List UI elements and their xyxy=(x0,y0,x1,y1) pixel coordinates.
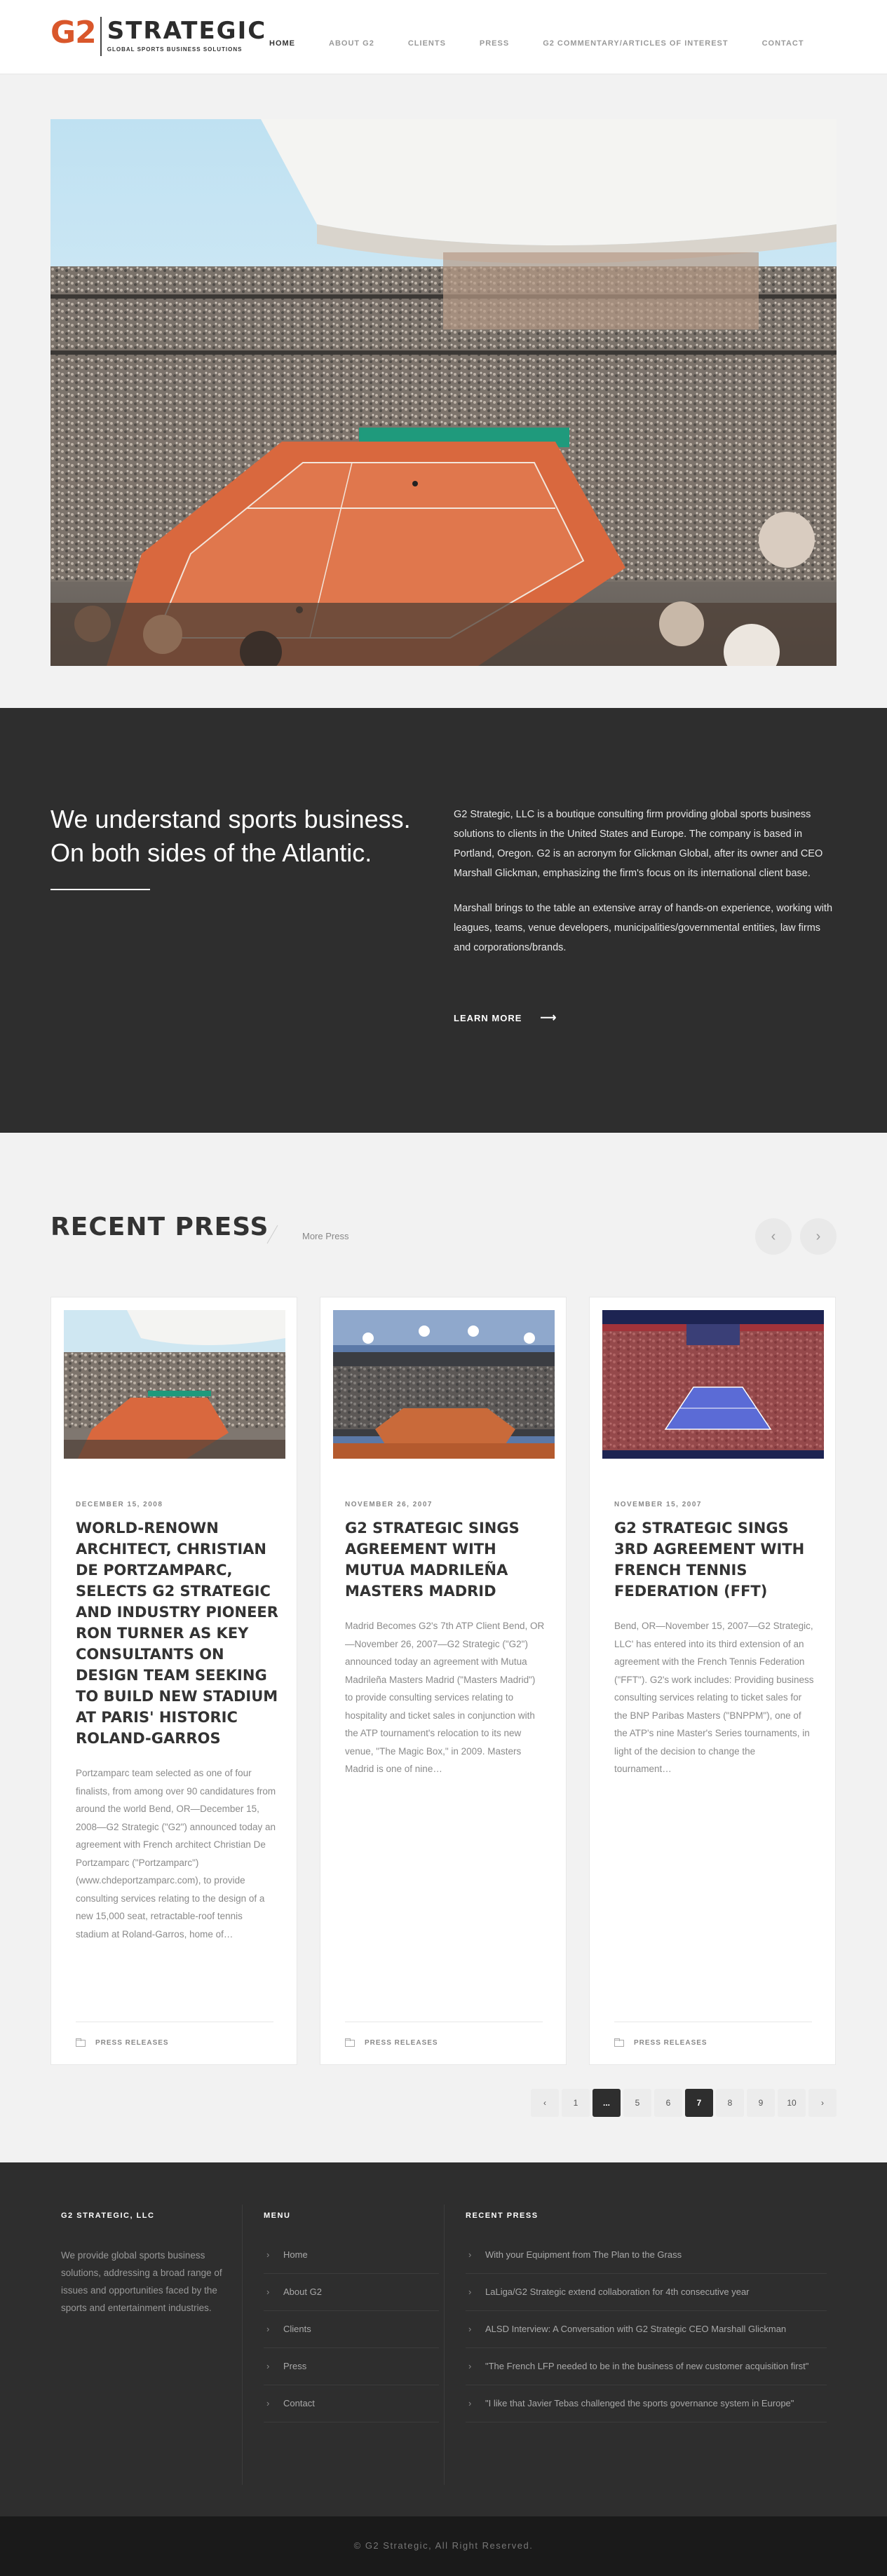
nav-contact[interactable]: CONTACT xyxy=(761,39,804,48)
page-8-button[interactable]: 8 xyxy=(716,2089,744,2117)
nav-home[interactable]: HOME xyxy=(269,39,295,48)
learn-more-label: LEARN MORE xyxy=(454,1012,522,1023)
learn-more-link[interactable] xyxy=(454,1011,557,1025)
logo-name: STRATEGIC xyxy=(107,17,267,45)
press-card[interactable] xyxy=(589,1297,836,2065)
about-paragraph-2: Marshall brings to the table an extensive array of hands-on experience, working with leagues, teams, venue developers, municipalities/governmental entities, law firms and corporations/brands. xyxy=(454,903,833,953)
page-10-button[interactable]: 10 xyxy=(778,2089,806,2117)
recent-press-heading: RECENT PRESS xyxy=(50,1213,269,1241)
footer-recent-item[interactable] xyxy=(466,2311,827,2348)
copyright-text: © G2 Strategic, All Right Reserved. xyxy=(353,2540,534,2551)
about-divider xyxy=(50,889,150,890)
chevron-right-icon: › xyxy=(266,2361,270,2371)
footer-menu xyxy=(264,2237,439,2422)
press-card-date: NOVEMBER 15, 2007 xyxy=(614,1501,702,1508)
footer-menu-item-press[interactable] xyxy=(264,2348,439,2385)
copyright-bar xyxy=(0,2516,887,2576)
press-card-excerpt: Bend, OR—November 15, 2007—G2 Strategic, LLC' has entered into its third extension of an agreement with the French Tennis Federation ("FFT"). G2's work includes: Providing business consulting services relating to ticket sales for the BNP Paribas Masters ("BNPPM"), one of the ATP's nine Master's Series tournaments, in light of the decision to change the tournament… xyxy=(614,1621,814,1774)
press-card-category[interactable] xyxy=(345,2039,438,2047)
press-card-category[interactable] xyxy=(76,2039,169,2047)
chevron-right-icon: › xyxy=(266,2324,270,2334)
about-section xyxy=(0,708,887,1133)
about-paragraph-1: G2 Strategic, LLC is a boutique consulting firm providing global sports business solutions to clients in the United States and Europe. The company is based in Portland, Oregon. G2 is an acronym for Glickman Global, after its owner and CEO Marshall Glickman, emphasizing the firm's focus on its international client base. xyxy=(454,809,823,879)
about-heading-line2: On both sides of the Atlantic. xyxy=(50,838,372,867)
press-card[interactable] xyxy=(320,1297,567,2065)
footer-about-text: We provide global sports business solutions, addressing a broad range of issues and opportunities faced by the sports and entertainment industries. xyxy=(61,2250,222,2313)
about-heading xyxy=(50,803,429,870)
chevron-right-icon: › xyxy=(468,2287,472,2297)
footer-menu-heading: MENU xyxy=(264,2212,291,2220)
footer-recent-label: ALSD Interview: A Conversation with G2 Strategic CEO Marshall Glickman xyxy=(485,2324,787,2334)
chevron-right-icon: › xyxy=(468,2324,472,2334)
nav-about[interactable]: ABOUT G2 xyxy=(329,39,374,48)
about-heading-line1: We understand sports business. xyxy=(50,805,411,833)
pagination xyxy=(528,2089,837,2117)
folder-icon xyxy=(345,2040,355,2047)
footer-recent-label: "I like that Javier Tebas challenged the sports governance system in Europe" xyxy=(485,2398,794,2408)
chevron-right-icon: › xyxy=(266,2287,270,2297)
footer-recent-label: With your Equipment from The Plan to the Grass xyxy=(485,2249,682,2260)
footer-menu-label: Clients xyxy=(283,2324,311,2334)
footer-menu-label: About G2 xyxy=(283,2287,322,2297)
page-prev-button[interactable]: ‹ xyxy=(531,2089,559,2117)
logo-mark: G2 xyxy=(50,15,96,50)
chevron-right-icon: › xyxy=(468,2398,472,2408)
footer-recent-item[interactable] xyxy=(466,2385,827,2422)
carousel-prev-button[interactable] xyxy=(755,1218,792,1255)
footer-divider xyxy=(444,2204,445,2485)
press-card-title[interactable]: WORLD-RENOWN ARCHITECT, CHRISTIAN DE PORTZAMPARC, SELECTS G2 STRATEGIC AND INDUSTRY PIONEER RON TURNER AS KEY CONSULTANTS ON DESIGN TEAM SEEKING TO BUILD NEW STADIUM AT PARIS' HISTORIC ROLAND-GARROS xyxy=(76,1520,278,1747)
carousel-next-button[interactable] xyxy=(800,1218,837,1255)
page-7-button[interactable]: 7 xyxy=(685,2089,713,2117)
nav-clients[interactable]: CLIENTS xyxy=(407,39,446,48)
nav-press[interactable]: PRESS xyxy=(479,39,510,48)
chevron-right-icon: › xyxy=(266,2398,270,2408)
footer-recent-press xyxy=(466,2237,827,2422)
footer-menu-item-contact[interactable] xyxy=(264,2385,439,2422)
footer-menu-label: Home xyxy=(283,2249,308,2260)
logo-divider xyxy=(100,17,102,56)
press-card-image[interactable] xyxy=(602,1310,824,1459)
chevron-right-icon: › xyxy=(266,2249,270,2260)
footer-recent-item[interactable] xyxy=(466,2348,827,2385)
press-card-excerpt: Portzamparc team selected as one of four finalists, from among over 90 candidatures from around the world Bend, OR—December 15, 2008—G2 Strategic ("G2") announced today an agreement with French architect Christian De Portzamparc ("Portzamparc") (www.chdeportzamparc.com), to provide consulting services relating to the design of a new 15,000 seat, retractable-roof tennis stadium at Roland-Garros, home of… xyxy=(76,1768,276,1940)
footer-recent-label: "The French LFP needed to be in the business of new customer acquisition first" xyxy=(485,2361,809,2371)
footer-divider xyxy=(242,2204,243,2485)
category-label: PRESS RELEASES xyxy=(95,2039,169,2047)
footer-recent-item[interactable] xyxy=(466,2274,827,2311)
footer-menu-item-about[interactable] xyxy=(264,2274,439,2311)
footer-about-heading: G2 STRATEGIC, LLC xyxy=(61,2212,155,2220)
footer-menu-label: Press xyxy=(283,2361,307,2371)
chevron-right-icon: › xyxy=(468,2361,472,2371)
footer-menu-item-home[interactable] xyxy=(264,2237,439,2274)
press-card-category[interactable] xyxy=(614,2039,707,2047)
arrow-right-icon: ⟶ xyxy=(540,1012,557,1024)
about-body xyxy=(454,805,837,973)
site-header xyxy=(0,0,887,74)
hero-stadium-image xyxy=(50,119,837,666)
chevron-right-icon: › xyxy=(468,2249,472,2260)
press-card-title[interactable]: G2 STRATEGIC SINGS AGREEMENT WITH MUTUA MADRILEÑA MASTERS MADRID xyxy=(345,1520,520,1600)
footer-recent-item[interactable] xyxy=(466,2237,827,2274)
main-nav xyxy=(269,39,838,48)
page-6-button[interactable]: 6 xyxy=(654,2089,682,2117)
footer-recent-heading: RECENT PRESS xyxy=(466,2212,539,2220)
logo-tagline: GLOBAL SPORTS BUSINESS SOLUTIONS xyxy=(107,46,243,53)
page-ellipsis[interactable]: ... xyxy=(593,2089,621,2117)
press-card-date: NOVEMBER 26, 2007 xyxy=(345,1501,433,1508)
press-card-title[interactable]: G2 STRATEGIC SINGS 3RD AGREEMENT WITH FRENCH TENNIS FEDERATION (FFT) xyxy=(614,1520,805,1600)
chevron-left-icon: ‹ xyxy=(771,1228,776,1244)
press-card-excerpt: Madrid Becomes G2's 7th ATP Client Bend, OR—November 26, 2007—G2 Strategic ("G2") announced today an agreement with Mutua Madrileña Masters Madrid ("Masters Madrid") to provide consulting services relating to hospitality and ticket sales in conjunction with the ATP tournament's relocation to its new venue, "The Magic Box," in 2009. Masters Madrid is one of nine… xyxy=(345,1621,545,1774)
chevron-right-icon: › xyxy=(815,1228,821,1244)
folder-icon xyxy=(614,2040,624,2047)
category-label: PRESS RELEASES xyxy=(365,2039,438,2047)
press-card[interactable] xyxy=(50,1297,297,2065)
more-press-link[interactable]: More Press xyxy=(302,1231,349,1241)
page-next-button[interactable]: › xyxy=(808,2089,837,2117)
press-card-image[interactable] xyxy=(64,1310,285,1459)
press-card-image[interactable] xyxy=(333,1310,555,1459)
footer-recent-label: LaLiga/G2 Strategic extend collaboration for 4th consecutive year xyxy=(485,2287,750,2297)
site-logo[interactable] xyxy=(50,17,266,56)
page-9-button[interactable]: 9 xyxy=(747,2089,775,2117)
press-card-date: DECEMBER 15, 2008 xyxy=(76,1501,163,1508)
folder-icon xyxy=(76,2040,86,2047)
site-footer xyxy=(0,2162,887,2516)
footer-menu-label: Contact xyxy=(283,2398,315,2408)
page-5-button[interactable]: 5 xyxy=(623,2089,651,2117)
footer-menu-item-clients[interactable] xyxy=(264,2311,439,2348)
nav-commentary[interactable]: G2 COMMENTARY/ARTICLES OF INTEREST xyxy=(543,39,729,48)
category-label: PRESS RELEASES xyxy=(634,2039,707,2047)
page-1-button[interactable]: 1 xyxy=(562,2089,590,2117)
